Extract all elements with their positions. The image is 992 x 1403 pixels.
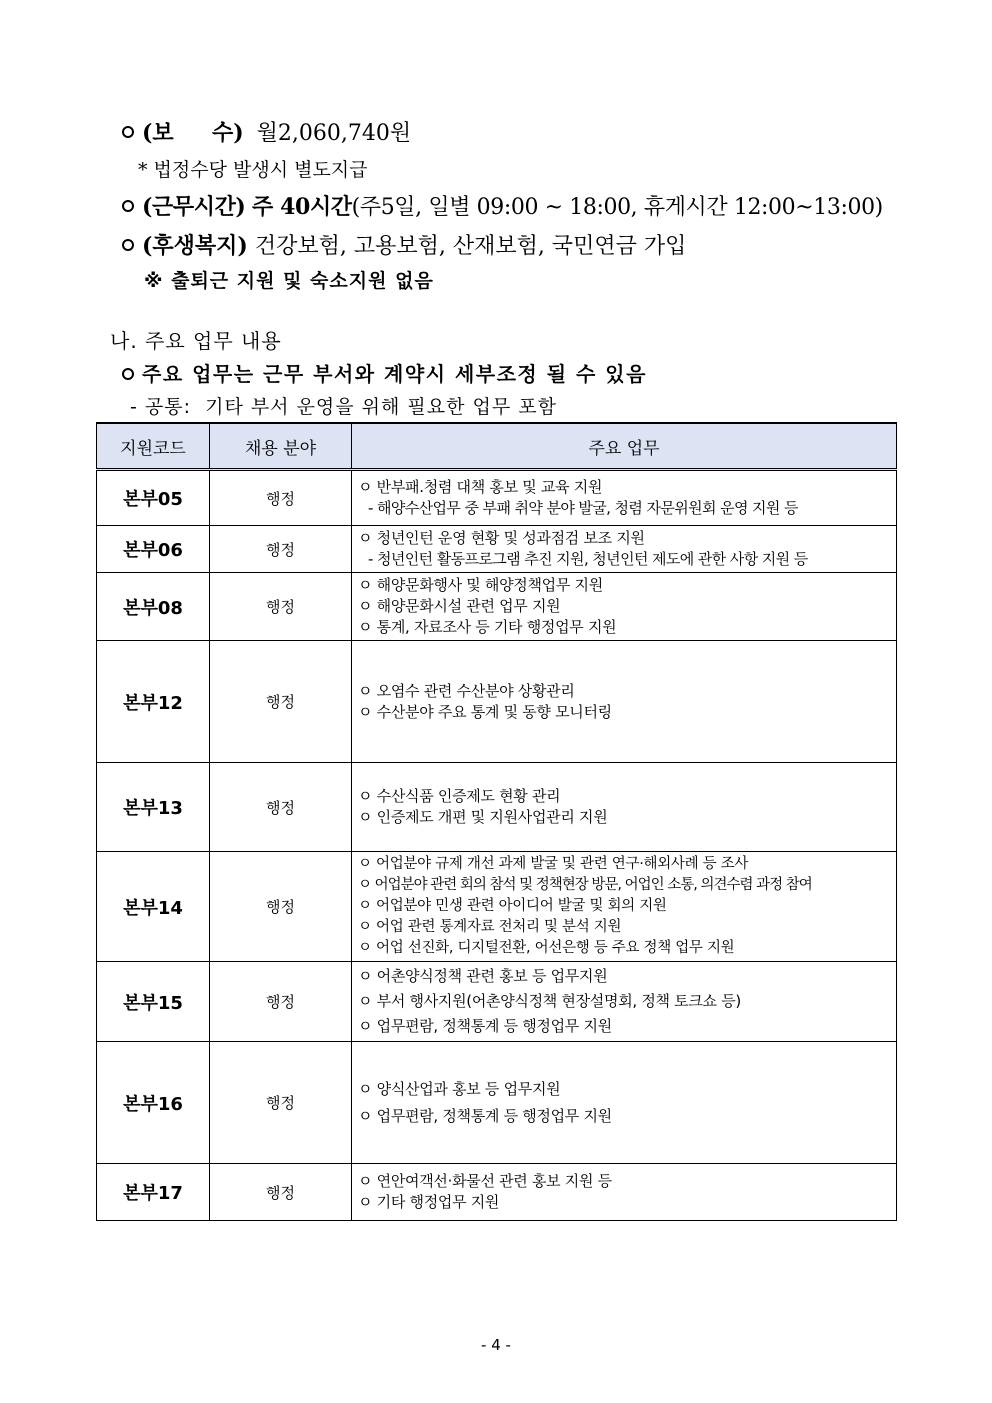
row-tasks [352, 526, 897, 573]
task-item: ㅇ 수산분야 주요 통계 및 동향 모니터링 [358, 702, 612, 721]
circle-bullet-icon [122, 239, 134, 251]
task-item: ㅇ 해양문화시설 관련 업무 지원 [358, 597, 561, 615]
task-item: ㅇ 오염수 관련 수산분야 상황관리 [358, 681, 575, 700]
table-row [97, 526, 897, 573]
row-code: 본부16 [97, 1042, 210, 1164]
header-tasks: 주요 업무 [352, 423, 897, 470]
table-header-row [97, 423, 897, 470]
row-tasks [352, 1164, 897, 1221]
header-field: 채용 분야 [210, 423, 352, 470]
row-tasks [352, 470, 897, 526]
row-tasks [352, 962, 897, 1042]
task-item: ㅇ 청년인턴 운영 현황 및 성과점검 보조 지원 [358, 529, 645, 547]
task-subitem: - 청년인턴 활동프로그램 추진 지원, 청년인턴 제도에 관한 사항 지원 등 [368, 550, 808, 568]
task-item: ㅇ 통계, 자료조사 등 기타 행정업무 지원 [358, 618, 617, 636]
row-field: 행정 [210, 573, 352, 641]
pay-label: (보 수) [142, 120, 244, 146]
circle-bullet-icon [122, 200, 134, 212]
row-tasks [352, 1042, 897, 1164]
table-row [97, 1042, 897, 1164]
table-row [97, 852, 897, 962]
row-tasks [352, 641, 897, 763]
section-bullet: 주요 업무는 근무 부서와 계약시 세부조정 될 수 있음 [142, 362, 647, 386]
row-field: 행정 [210, 1042, 352, 1164]
page-number: - 4 - [481, 1336, 511, 1354]
welfare-line [122, 229, 686, 260]
table-row [97, 1164, 897, 1221]
table-row [97, 962, 897, 1042]
hours-label: (근무시간) [142, 194, 246, 220]
task-item: ㅇ 수산식품 인증제도 현황 관리 [358, 787, 561, 805]
section-bullet-line [122, 358, 647, 387]
task-item: ㅇ 어업분야 규제 개선 과제 발굴 및 관련 연구·해외사례 등 조사 [358, 856, 749, 872]
task-subitem: - 해양수산업무 중 부패 취약 분야 발굴, 청렴 자문위원회 운영 지원 등 [368, 499, 798, 517]
circle-bullet-icon [122, 126, 134, 138]
row-field: 행정 [210, 641, 352, 763]
task-item: ㅇ 반부패.청렴 대책 홍보 및 교육 지원 [358, 478, 603, 496]
row-code: 본부05 [97, 470, 210, 526]
circle-bullet-icon [122, 368, 134, 380]
row-field: 행정 [210, 526, 352, 573]
task-item: ㅇ 업무편람, 정책통계 등 행정업무 지원 [358, 1106, 612, 1125]
row-field: 행정 [210, 763, 352, 852]
row-field: 행정 [210, 852, 352, 962]
task-item: ㅇ 연안여객선·화물선 관련 홍보 지원 등 [358, 1172, 612, 1190]
row-tasks [352, 763, 897, 852]
row-code: 본부06 [97, 526, 210, 573]
task-item: ㅇ 인증제도 개편 및 지원사업관리 지원 [358, 808, 608, 826]
welfare-value: 건강보험, 고용보험, 산재보험, 국민연금 가입 [254, 234, 687, 259]
row-code: 본부17 [97, 1164, 210, 1221]
pay-note: * 법정수당 발생시 별도지급 [138, 159, 368, 181]
table-row [97, 763, 897, 852]
task-item: ㅇ 어업분야 관련 회의 참석 및 정책현장 방문, 어업인 소통, 의견수렴 과정 참여 [358, 877, 812, 893]
row-tasks [352, 573, 897, 641]
welfare-label: (후생복지) [142, 233, 248, 259]
row-code: 본부12 [97, 641, 210, 763]
task-item: ㅇ 어촌양식정책 관련 홍보 등 업무지원 [358, 967, 608, 985]
table-row [97, 573, 897, 641]
notice: ※ 출퇴근 지원 및 숙소지원 없음 [144, 270, 434, 292]
hours-line [122, 190, 883, 221]
task-item: ㅇ 어업 관련 통계자료 전처리 및 분석 지원 [358, 919, 622, 935]
hours-main: 주 40시간 [252, 194, 352, 220]
row-code: 본부15 [97, 962, 210, 1042]
common-note: - 공통: 기타 부서 운영을 위해 필요한 업무 포함 [130, 396, 557, 418]
header-code: 지원코드 [97, 423, 210, 470]
row-code: 본부13 [97, 763, 210, 852]
row-code: 본부08 [97, 573, 210, 641]
row-tasks [352, 852, 897, 962]
task-item: ㅇ 업무편람, 정책통계 등 행정업무 지원 [358, 1017, 612, 1035]
task-item: ㅇ 양식산업과 홍보 등 업무지원 [358, 1079, 561, 1098]
pay-value: 월2,060,740원 [256, 121, 412, 146]
section-title: 나. 주요 업무 내용 [110, 329, 282, 353]
task-item: ㅇ 부서 행사지원(어촌양식정책 현장설명회, 정책 토크쇼 등) [358, 992, 741, 1010]
hours-detail: (주5일, 일별 09:00 ~ 18:00, 휴게시간 12:00~13:00) [351, 195, 883, 220]
pay-line [122, 116, 411, 147]
task-item: ㅇ 어업분야 민생 관련 아이디어 발굴 및 회의 지원 [358, 898, 667, 914]
duties-table [96, 422, 897, 1221]
task-item: ㅇ 해양문화행사 및 해양정책업무 지원 [358, 576, 603, 594]
row-field: 행정 [210, 470, 352, 526]
table-row [97, 641, 897, 763]
row-code: 본부14 [97, 852, 210, 962]
task-item: ㅇ 어업 선진화, 디지털전환, 어선은행 등 주요 정책 업무 지원 [358, 940, 735, 956]
row-field: 행정 [210, 1164, 352, 1221]
task-item: ㅇ 기타 행정업무 지원 [358, 1193, 500, 1211]
table-row [97, 470, 897, 526]
row-field: 행정 [210, 962, 352, 1042]
